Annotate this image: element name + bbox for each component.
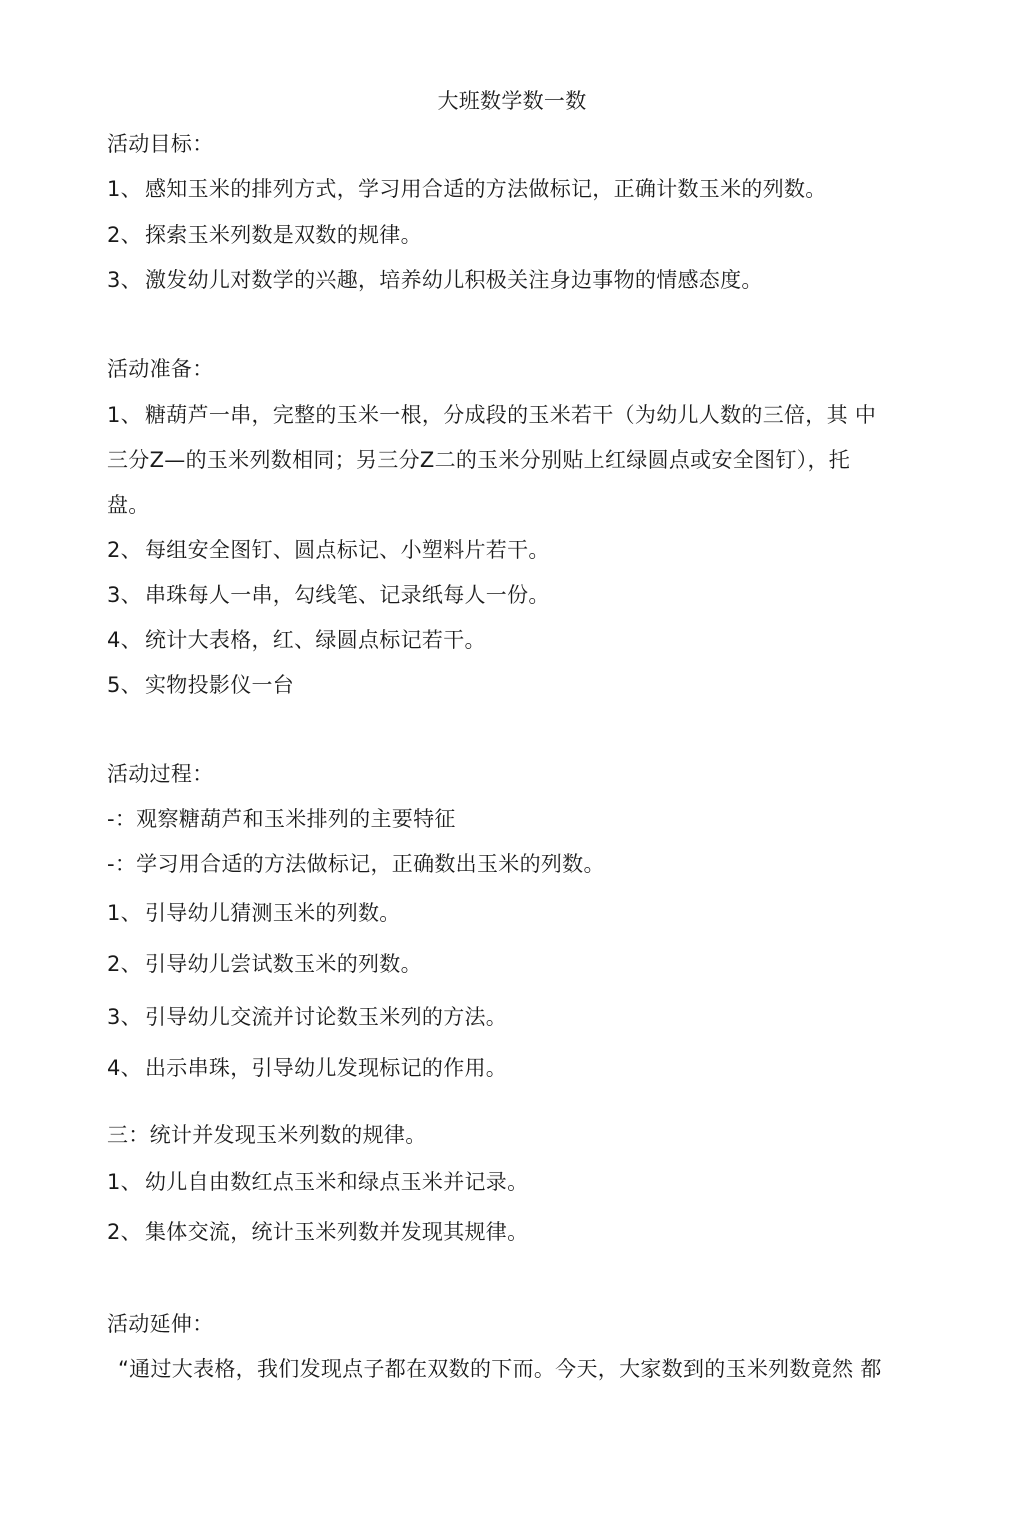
prep-item-number: 5、 [107, 673, 142, 697]
goal-item-text: 激发幼儿对数学的兴趣，培养幼儿积极关注身边事物的情感态度。 [145, 268, 763, 292]
process-item-number: 1、 [107, 1170, 142, 1194]
prep-item-number: 2、 [107, 538, 142, 562]
prep-item-text: 每组安全图钉、圆点标记、小塑料片若干。 [145, 538, 550, 562]
goals-heading: 活动目标： [107, 132, 214, 156]
goal-item-text: 探索玉米列数是双数的规律。 [145, 223, 422, 247]
prep-heading: 活动准备： [107, 357, 214, 381]
goal-item-text: 感知玉米的排列方式，学习用合适的方法做标记，正确计数玉米的列数。 [145, 177, 827, 201]
prep-item-number: 1、 [107, 403, 142, 427]
process-item [107, 1219, 528, 1245]
prep-item-text: 统计大表格，红、绿圆点标记若干。 [145, 628, 486, 652]
prep-item [107, 402, 876, 428]
prep-item-text: 串珠每人一串，勾线笔、记录纸每人一份。 [145, 583, 550, 607]
process-item-text: 引导幼儿猜测玉米的列数。 [145, 901, 401, 925]
process-part-3: 三：统计并发现玉米列数的规律。 [107, 1123, 427, 1147]
prep-item [107, 537, 550, 563]
goal-item [107, 176, 827, 202]
goal-item [107, 222, 422, 248]
process-part-1: -：观察糖葫芦和玉米排列的主要特征 [107, 807, 456, 831]
process-item-number: 2、 [107, 1220, 142, 1244]
extension-heading: 活动延伸： [107, 1312, 214, 1336]
prep-item [107, 672, 294, 698]
goal-item [107, 267, 763, 293]
goal-item-number: 3、 [107, 268, 142, 292]
process-item [107, 1004, 507, 1030]
process-item-text: 引导幼儿尝试数玉米的列数。 [145, 952, 422, 976]
process-item-number: 2、 [107, 952, 142, 976]
process-item [107, 951, 422, 977]
process-item-text: 幼儿自由数红点玉米和绿点玉米并记录。 [145, 1170, 529, 1194]
process-item [107, 900, 401, 926]
process-item-number: 3、 [107, 1005, 142, 1029]
prep-item-text: 糖葫芦一串，完整的玉米一根，分成段的玉米若干（为幼儿人数的三倍，其 中 [145, 403, 877, 427]
process-item-text: 出示串珠，引导幼儿发现标记的作用。 [145, 1056, 508, 1080]
process-item-number: 1、 [107, 901, 142, 925]
process-item-text: 引导幼儿交流并讨论数玉米列的方法。 [145, 1005, 508, 1029]
goal-item-number: 2、 [107, 223, 142, 247]
prep-item-continuation: 三分Z—的玉米列数相同；另三分Z二的玉米分别贴上红绿圆点或安全图钉），托 [107, 448, 851, 472]
process-heading: 活动过程： [107, 762, 214, 786]
document-title: 大班数学数一数 [437, 89, 587, 113]
process-item [107, 1169, 528, 1195]
goal-item-number: 1、 [107, 177, 142, 201]
prep-item-text: 实物投影仪一台 [145, 673, 295, 697]
prep-item-continuation: 盘。 [107, 493, 150, 517]
prep-item-number: 4、 [107, 628, 142, 652]
process-item-text: 集体交流，统计玉米列数并发现其规律。 [145, 1220, 529, 1244]
prep-item [107, 582, 550, 608]
process-item-number: 4、 [107, 1056, 142, 1080]
prep-item [107, 627, 486, 653]
prep-item-number: 3、 [107, 583, 142, 607]
process-item [107, 1055, 507, 1081]
process-part-2: -：学习用合适的方法做标记，正确数出玉米的列数。 [107, 852, 605, 876]
extension-text: “通过大表格，我们发现点子都在双数的下而。今天，大家数到的玉米列数竟然 都 [118, 1357, 882, 1381]
